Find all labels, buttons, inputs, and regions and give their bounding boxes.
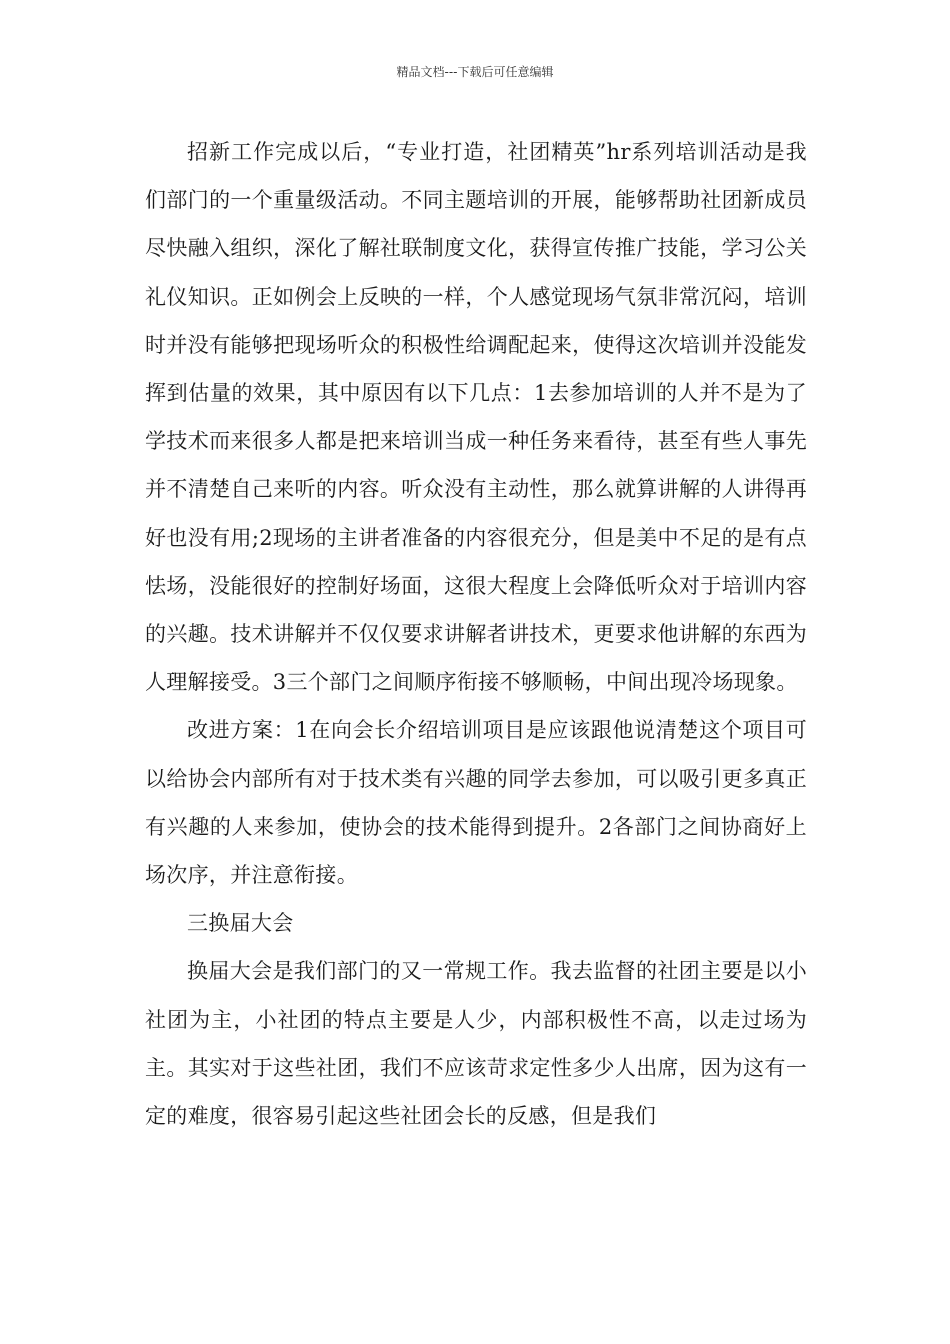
paragraph-general-meeting: 换届大会是我们部门的又一常规工作。我去监督的社团主要是以小社团为主，小社团的特点主要是人少，内部积极性不高，以走过场为主。其实对于这些社团，我们不应该苛求定性多少人出席，因为这有一定的难度，很容易引起这些社团会长的反感，但是我们 (145, 959, 807, 1129)
page-header: 精品文档---下载后可任意编辑 (396, 65, 554, 79)
document-body (145, 128, 807, 1140)
section-heading: 三换届大会 (187, 911, 294, 936)
paragraph-improvement-plan: 改进方案：1在向会长介绍培训项目是应该跟他说清楚这个项目可以给协会内部所有对于技术类有兴趣的同学去参加，可以吸引更多真正有兴趣的人来参加，使协会的技术能得到提升。2各部门之间协商好上场次序，并注意衔接。 (145, 718, 807, 888)
paragraph-training: 招新工作完成以后，“专业打造，社团精英”hr系列培训活动是我们部门的一个重量级活动。不同主题培训的开展，能够帮助社团新成员尽快融入组织，深化了解社联制度文化，获得宣传推广技能，学习公关礼仪知识。正如例会上反映的一样，个人感觉现场气氛非常沉闷，培训时并没有能够把现场听众的积极性给调配起来，使得这次培训并没能发挥到估量的效果，其中原因有以下几点：1去参加培训的人并不是为了学技术而来很多人都是把来培训当成一种任务来看待，甚至有些人事先并不清楚自己来听的内容。听众没有主动性，那么就算讲解的人讲得再好也没有用;2现场的主讲者准备的内容很充分，但是美中不足的是有点怯场，没能很好的控制好场面，这很大程度上会降低听众对于培训内容的兴趣。技术讲解并不仅仅要求讲解者讲技术，更要求他讲解的东西为人理解接受。3三个部门之间顺序衔接不够顺畅，中间出现冷场现象。 (145, 140, 807, 695)
